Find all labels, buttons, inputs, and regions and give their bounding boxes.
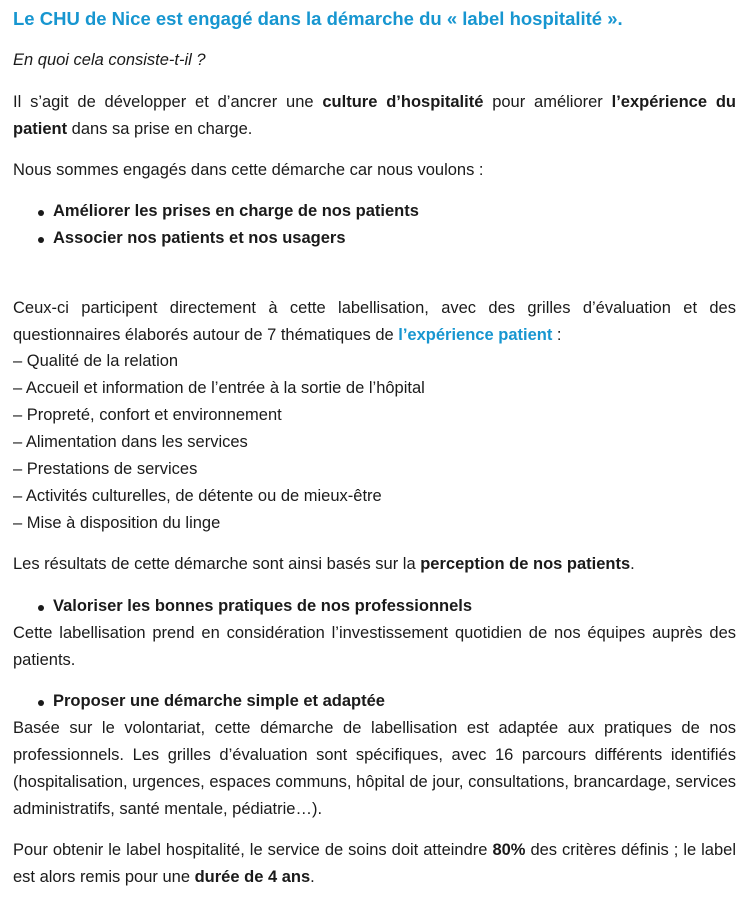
conclusion-bold-2: durée de 4 ans — [194, 868, 311, 886]
engagement-text: Nous sommes engagés dans cette démarche car nous voulons : — [13, 161, 484, 179]
theme-item: – Accueil et information de l’entrée à la sortie de l’hôpital — [13, 379, 425, 397]
intro-paragraph — [13, 89, 736, 143]
results-paragraph — [13, 551, 736, 578]
section2-heading: Proposer une démarche simple et adaptée — [13, 688, 736, 715]
theme-item: – Mise à disposition du linge — [13, 514, 221, 532]
page-title: Le CHU de Nice est engagé dans la démarche du « label hospitalité ». — [13, 8, 623, 29]
participation-text-1: Ceux-ci participent directement à cette labellisation, avec des grilles d’évaluation et des questionnaires élaborés autour de 7 thématiques de — [13, 299, 736, 344]
goals-list — [13, 198, 736, 252]
conclusion-text-2: des critères définis ; le label est alors remis pour une — [13, 841, 737, 886]
participation-paragraph — [13, 295, 736, 349]
results-text-1: Les résultats de cette démarche sont ainsi basés sur la — [13, 555, 421, 573]
experience-patient-link[interactable]: l’expérience patient — [398, 326, 553, 344]
intro-text-3: dans sa prise en charge. — [67, 120, 253, 138]
intro-text-1: Il s’agit de développer et d’ancrer une — [13, 93, 323, 111]
intro-text-2: pour améliorer — [483, 93, 612, 111]
section1-body: Cette labellisation prend en considération l’investissement quotidien de nos équipes auprès des patients. — [13, 624, 736, 669]
conclusion-text-1: Pour obtenir le label hospitalité, le service de soins doit atteindre — [13, 841, 493, 859]
intro-bold-1: culture d’hospitalité — [322, 93, 484, 111]
theme-item: – Qualité de la relation — [13, 352, 179, 370]
goal-item: Associer nos patients et nos usagers — [13, 225, 736, 252]
section2-body: Basée sur le volontariat, cette démarche de labellisation est adaptée aux pratiques de nos professionnels. Les grilles d’évaluation sont spécifiques, avec 16 parcours différents identifiés (hospitalisation, urgences, espaces communs, hôpital de jour, consultations, brancardage, services administratifs, santé mentale, pédiatrie…). — [13, 719, 736, 818]
intro-bold-2: l’expérience du patient — [13, 93, 736, 138]
section1-heading: Valoriser les bonnes pratiques de nos professionnels — [13, 593, 736, 620]
goal-item: Améliorer les prises en charge de nos patients — [13, 198, 736, 225]
question-text: En quoi cela consiste-t-il ? — [13, 51, 206, 69]
section1-heading-list — [13, 593, 736, 620]
results-text-2: . — [630, 555, 635, 573]
results-bold: perception de nos patients — [420, 555, 631, 573]
section2-heading-list — [13, 688, 736, 715]
theme-item: – Alimentation dans les services — [13, 433, 248, 451]
theme-item: – Prestations de services — [13, 460, 198, 478]
conclusion-text-3: . — [310, 868, 315, 886]
theme-item: – Activités culturelles, de détente ou de mieux-être — [13, 487, 382, 505]
participation-text-2: : — [552, 326, 562, 344]
conclusion-bold-1: 80% — [492, 841, 526, 859]
themes-list — [13, 348, 736, 537]
theme-item: – Propreté, confort et environnement — [13, 406, 282, 424]
conclusion-paragraph — [13, 837, 736, 891]
